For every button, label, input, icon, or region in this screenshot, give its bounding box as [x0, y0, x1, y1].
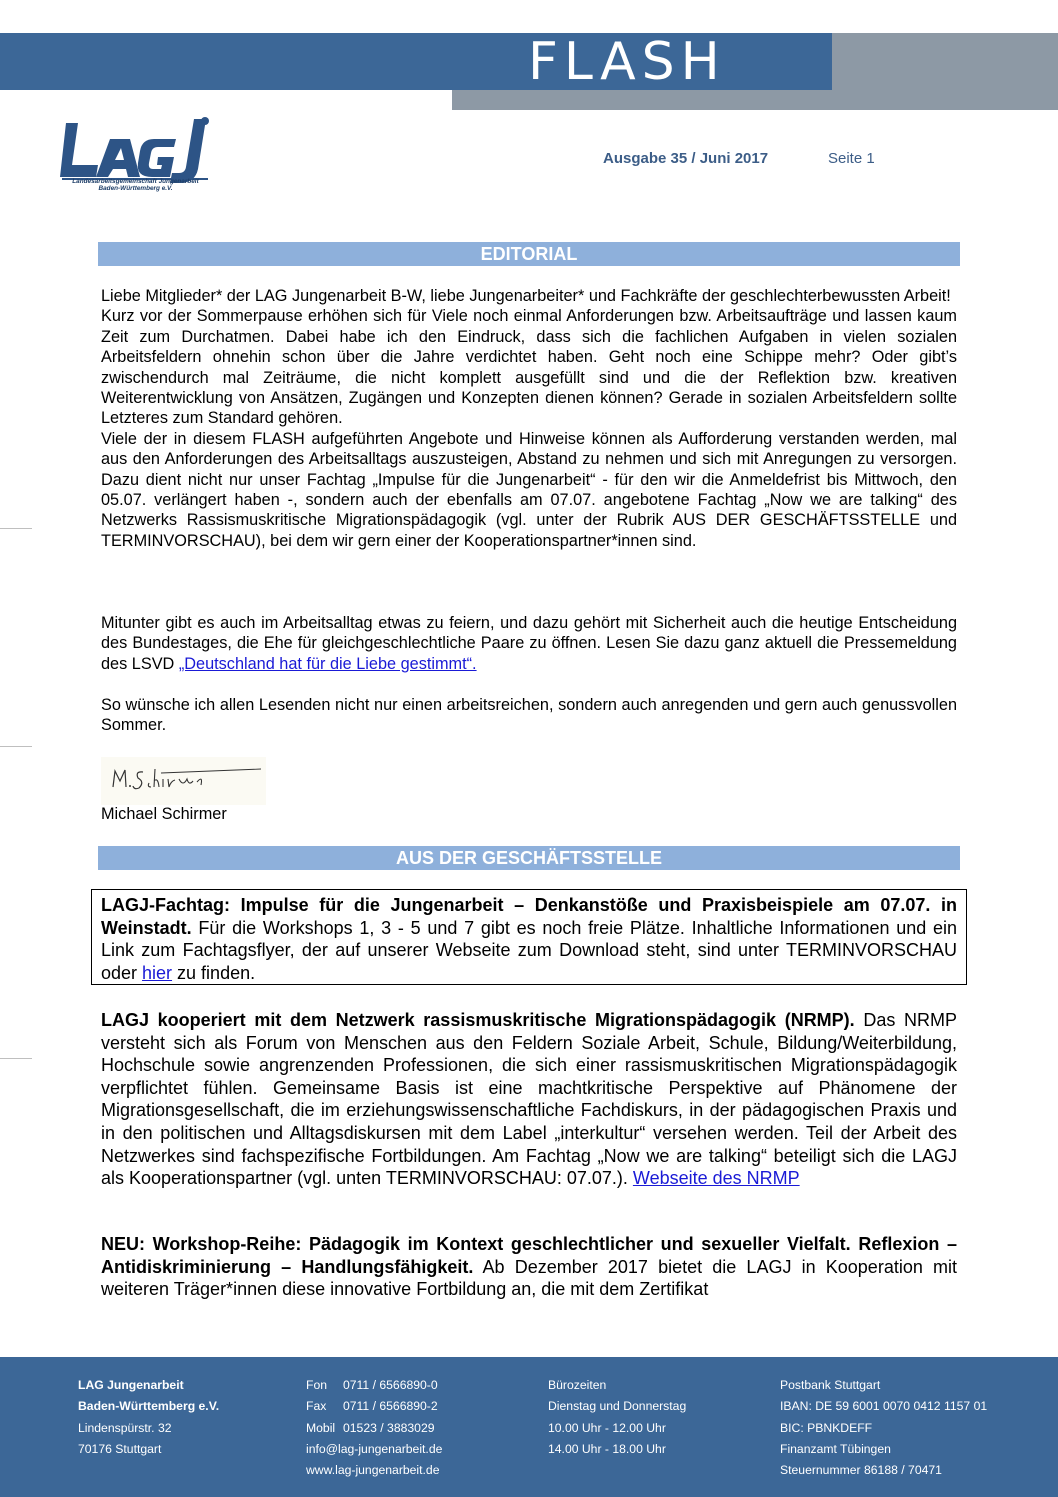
nrmp-website-link[interactable]: Webseite des NRMP — [632, 1168, 800, 1189]
footer-bank — [780, 1375, 987, 1481]
footer-mobil-label: Mobil — [306, 1420, 336, 1435]
newsletter-title: FLASH — [528, 32, 726, 92]
signature-scribble — [101, 757, 266, 805]
logo-subtitle-line2: Baden-Württemberg e.V. — [98, 185, 173, 192]
workshop-text: Ab Dezember 2017 bietet die LAGJ in Kooperation mit weiteren Träger*innen diese innovative Fortbildung an, die mit dem Zertifikat — [101, 1256, 957, 1300]
signature-image — [101, 757, 266, 805]
margin-mark — [0, 528, 32, 529]
margin-mark — [0, 1058, 32, 1059]
footer-bank-name: Postbank Stuttgart — [780, 1378, 881, 1392]
header-band-grey-top — [832, 33, 1058, 90]
workshop-paragraph — [101, 1233, 957, 1301]
margin-mark — [0, 746, 32, 747]
signer-name: Michael Schirmer — [101, 805, 227, 823]
logo-subtitle — [58, 178, 213, 192]
editorial-body — [101, 286, 957, 551]
footer-bic: BIC: PBNKDEFF — [780, 1420, 873, 1435]
section-heading-geschaeftsstelle: AUS DER GESCHÄFTSSTELLE — [98, 846, 960, 870]
fachtag-link[interactable]: hier — [142, 962, 173, 983]
footer-address — [78, 1375, 219, 1460]
fachtag-text: Für die Workshops 1, 3 - 5 und 7 gibt es noch freie Plätze. Inhaltliche Informationen und ein Link zum Fachtagsflyer, der auf unserer Webseite zum Download steht, sind unter TERMINVORSCHAU oder — [101, 917, 957, 983]
footer-hours-days: Dienstag und Donnerstag — [548, 1399, 687, 1414]
lsvd-press-link[interactable]: „Deutschland hat für die Liebe gestimmt“. — [178, 654, 477, 673]
editorial-closing: So wünsche ich allen Lesenden nicht nur einen arbeitsreichen, sondern auch anregenden und gern auch genussvollen Sommer. — [101, 696, 957, 735]
nrmp-text: Das NRMP versteht sich als Forum von Menschen aus den Feldern Soziale Arbeit, Schule, Bildung/Weiterbildung, Hochschule sowie angrenzenden Professionen, die sich einer rassismuskritischen Migrationspädagogik verpflichtet fühlen. Gemeinsame Basis ist eine machtkritische Perspektive auf Phänomene der Migrationsgesellschaft, die im erziehungswissenschaftliche Fachdiskurs, in der pädagogischen Praxis und in den politischen und Alltagsdiskursen mit dem Label „interkultur“ versehen werden. Teil der Arbeit des Netzwerkes sind fachspezifische Fortbildungen. Am Fachtag „Now we are talking“ beteiligt sich die LAGJ als Kooperationspartner (vgl. unten TERMINVORSCHAU: 07.07.). — [101, 1010, 957, 1189]
issue-label: Ausgabe 35 / Juni 2017 — [603, 150, 769, 167]
footer-tax-office: Finanzamt Tübingen — [780, 1441, 891, 1456]
fachtag-title: LAGJ-Fachtag: Impulse für die Jungenarbeit – Denkanstöße und Praxisbeispiele am 07.07. in Weinstadt. — [101, 895, 957, 938]
workshop-title: NEU: Workshop-Reihe: Pädagogik im Kontext geschlechtlicher und sexueller Vielfalt. Reflexion – Antidiskriminierung – Handlungsfähigkeit. — [101, 1234, 957, 1277]
editorial-paragraph-2: Viele der in diesem FLASH aufgeführten Angebote und Hinweise können als Aufforderung verstanden werden, mal aus den Anforderungen des Arbeitsalltags auszusteigen, Abstand zu nehmen und sich mit Anregungen zu versorgen. Dazu dient nicht nur unser Fachtag „Impulse für die Jungenarbeit“ - für den wir die Anmeldefrist bis Mittwoch, den 05.07. verlängert haben -, sondern auch der ebenfalls am 07.07. angebotene Fachtag „Now we are talking“ des Netzwerks Rassismuskritische Migrationspädagogik (vgl. unter der Rubrik AUS DER GESCHÄFTSSTELLE und TERMINVORSCHAU), bei dem wir gern einer der Kooperationspartner*innen sind. — [101, 429, 957, 550]
section-heading-editorial: EDITORIAL — [98, 242, 960, 266]
page-number: Seite 1 — [828, 150, 875, 167]
footer-email[interactable]: info@lag-jungenarbeit.de — [306, 1441, 443, 1456]
footer-tax-no: Steuernummer 86188 / 70471 — [780, 1463, 942, 1478]
footer-web[interactable]: www.lag-jungenarbeit.de — [306, 1463, 440, 1478]
footer-org-name-2: Baden-Württemberg e.V. — [78, 1399, 220, 1414]
nrmp-title: LAGJ kooperiert mit dem Netzwerk rassismuskritische Migrationspädagogik (NRMP). — [101, 1010, 855, 1030]
footer-fon: 0711 / 6566890-0 — [343, 1378, 438, 1392]
footer-fax: 0711 / 6566890-2 — [343, 1399, 438, 1414]
footer-hours-1: 10.00 Uhr - 12.00 Uhr — [548, 1420, 666, 1435]
footer-fax-label: Fax — [306, 1399, 327, 1414]
footer-org-name: LAG Jungenarbeit — [78, 1378, 184, 1392]
nrmp-paragraph — [101, 1009, 957, 1190]
footer-city: 70176 Stuttgart — [78, 1441, 162, 1456]
editorial-greeting: Liebe Mitglieder* der LAG Jungenarbeit B-W, liebe Jungenarbeiter* und Fachkräfte der geschlechterbewussten Arbeit! — [101, 287, 951, 305]
footer-contact — [306, 1375, 442, 1481]
editorial-paragraph-1: Kurz vor der Sommerpause erhöhen sich für Viele noch einmal Anforderungen bzw. Arbeitsaufträge und lassen kaum Zeit zum Durchatmen. Dabei habe ich den Eindruck, dass sich die fachlichen Aufgaben in vielen sozialen Arbeitsfeldern ohnehin schon über die Jahre verdichtet haben. Geht noch eine Schippe mehr? Oder gibt’s zwischendurch mal Zeiträume, die nicht komplett ausgefüllt sind und die der Reflektion bzw. kreativen Weiterentwicklung von Ansätzen, Zugängen und Konzepten dienen können? Gerade in sozialen Arbeitsfeldern sollte Letzteres zum Standard gehören. — [101, 307, 957, 428]
footer-hours-title: Bürozeiten — [548, 1378, 607, 1392]
footer-hours — [548, 1375, 686, 1460]
footer-mobil: 01523 / 3883029 — [343, 1420, 435, 1435]
footer-street: Lindenspürstr. 32 — [78, 1420, 172, 1435]
footer-hours-2: 14.00 Uhr - 18.00 Uhr — [548, 1441, 666, 1456]
editorial-paragraph-3-text: Mitunter gibt es auch im Arbeitsalltag etwas zu feiern, und dazu gehört mit Sicherheit auch die heutige Entscheidung des Bundestages, die Ehe für gleichgeschlechtliche Paare zu öffnen. Lesen Sie dazu ganz aktuell die Pressemeldung des LSVD — [101, 614, 957, 673]
footer-iban: IBAN: DE 59 6001 0070 0412 1157 01 — [780, 1399, 988, 1414]
footer — [0, 1357, 1058, 1497]
fachtag-notice — [101, 894, 957, 984]
editorial-paragraph-3 — [101, 613, 957, 674]
fachtag-text-end: zu finden. — [172, 962, 256, 983]
footer-fon-label: Fon — [306, 1378, 328, 1392]
logo-subtitle-line1: Landesarbeitsgemeinschaft Jungenarbeit — [72, 178, 199, 185]
